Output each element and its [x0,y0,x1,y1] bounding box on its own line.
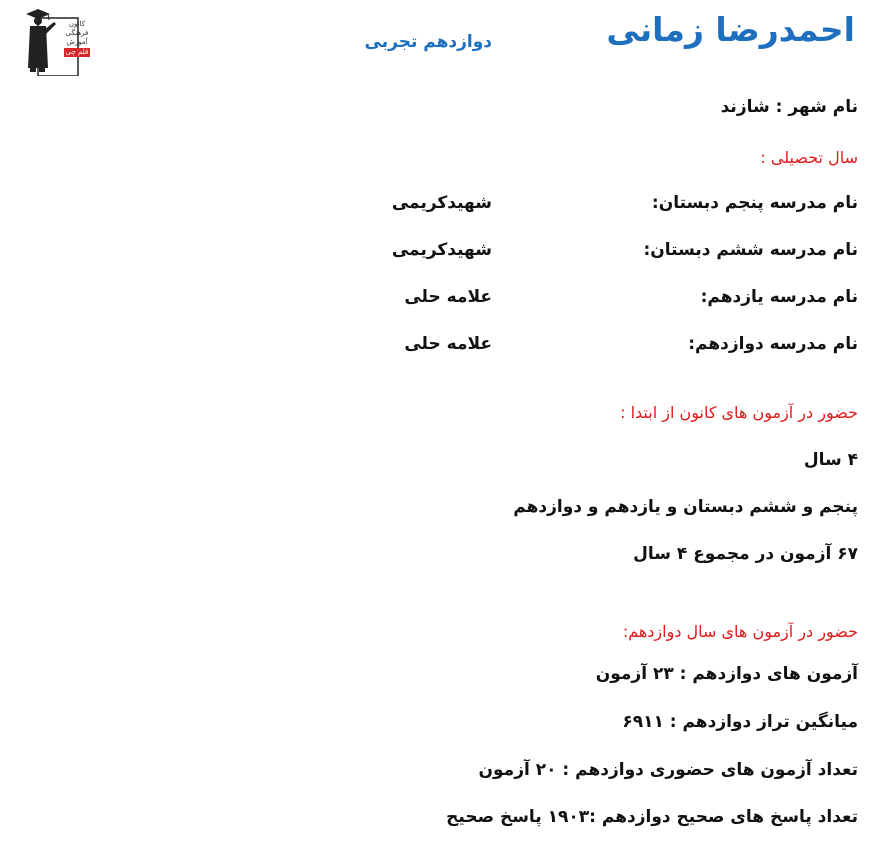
academic-year-heading: سال تحصیلی : [760,148,858,167]
kanoon-attendance-heading: حضور در آزمون های کانون از ابتدا : [620,403,858,422]
grade12-exam-count: آزمون های دوازدهم : ۲۳ آزمون [595,664,858,684]
kanoon-attendance-years: ۴ سال [803,450,858,470]
grade12-correct-answers: تعداد پاسخ های صحیح دوازدهم :۱۹۰۳ پاسخ صحیح [446,807,858,827]
grade12-attendance-heading: حضور در آزمون های سال دوازدهم: [622,622,858,641]
logo-line: کانون [68,20,86,28]
student-grade: دوازدهم تجربی [364,32,492,52]
school-value-5th: شهیدکریمی [391,193,492,213]
logo-badge: قلم چی [65,48,89,56]
logo-line: فرهنگی [65,29,89,37]
school-value-11th: علامه حلی [404,287,492,307]
school-value-12th: علامه حلی [404,334,492,354]
grade12-in-person-count: تعداد آزمون های حضوری دوازدهم : ۲۰ آزمون [478,760,858,780]
city-line: نام شهر : شازند [720,97,858,117]
kanoon-logo [24,6,89,76]
school-label-11th: نام مدرسه یازدهم: [700,287,858,307]
school-value-6th: شهیدکریمی [391,240,492,260]
school-label-6th: نام مدرسه ششم دبستان: [643,240,858,260]
logo-line: آموزش [66,38,88,46]
logo-text [52,20,102,57]
school-label-12th: نام مدرسه دوازدهم: [688,334,858,354]
grade12-average-score: میانگین تراز دوازدهم : ۶۹۱۱ [622,712,858,732]
kanoon-attendance-total: ۶۷ آزمون در مجموع ۴ سال [633,544,858,564]
student-name: احمدرضا زمانی [606,10,855,49]
school-label-5th: نام مدرسه پنجم دبستان: [651,193,858,213]
kanoon-attendance-grades: پنجم و ششم دبستان و یازدهم و دوازدهم [513,497,858,517]
